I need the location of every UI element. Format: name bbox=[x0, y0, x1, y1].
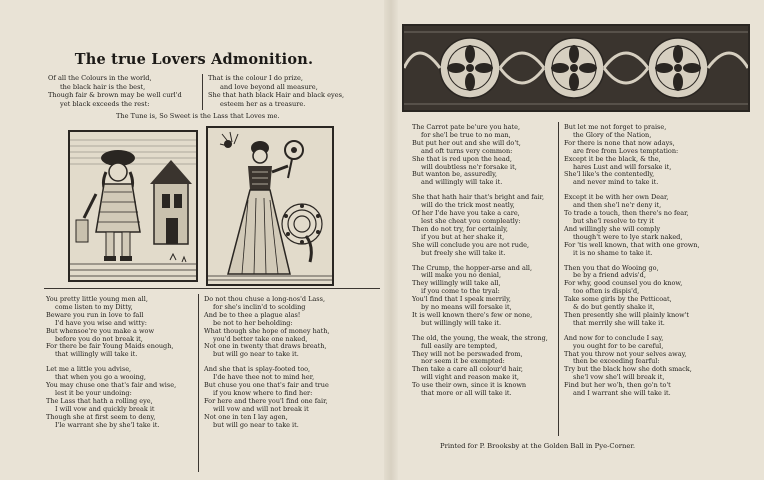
verse-line: The Lass that hath a rolling eye, bbox=[46, 396, 153, 405]
tune-line: The Tune is, So Sweet is the Lass that Loves me. bbox=[116, 112, 280, 120]
intro-line: Though fair & brown may be well curl'd bbox=[48, 91, 182, 100]
verse-line: And be to thee a plague alas! bbox=[204, 310, 301, 319]
verse-line: full easily are tempted, bbox=[421, 341, 498, 350]
verse-line: For 'tis well known, that with one grown, bbox=[564, 240, 700, 249]
stanza bbox=[412, 335, 548, 398]
verse-line: by no means will forsake it, bbox=[421, 303, 512, 312]
verse-line: But chuse you one that's fair and true bbox=[204, 381, 329, 390]
verse-line: Of her I'de have you take a care, bbox=[412, 209, 520, 218]
verse-line: if you but at her shake it, bbox=[421, 232, 505, 241]
verse-line: What though she hope of money hath, bbox=[204, 326, 330, 335]
ornamental-border bbox=[402, 24, 750, 112]
verse-column-2 bbox=[204, 296, 330, 437]
verse-line: you'd better take one naked, bbox=[213, 334, 308, 343]
stanza bbox=[412, 124, 548, 187]
verse-line: before you do not break it, bbox=[55, 334, 143, 343]
verse-line: the Glory of the Nation, bbox=[573, 130, 652, 139]
verse-line: but willingly will take it. bbox=[421, 318, 502, 327]
verse-line: that more or all will take it. bbox=[421, 389, 512, 398]
verse-line: that willingly will take it. bbox=[55, 350, 138, 359]
stanza bbox=[46, 296, 176, 359]
verse-line: come listen to my Ditty, bbox=[55, 302, 133, 311]
verse-line: I'de have thee not to mind her, bbox=[213, 373, 315, 382]
intro-line: and love beyond all measure, bbox=[220, 82, 318, 91]
intro-divider bbox=[202, 74, 203, 110]
stanza bbox=[564, 194, 700, 257]
verse-line: and willingly will take it. bbox=[421, 178, 503, 187]
intro-line: yet black exceeds the rest: bbox=[60, 99, 150, 108]
stanza bbox=[204, 296, 330, 359]
verse-line: that when you go a wooing, bbox=[55, 373, 147, 382]
left-rule bbox=[44, 288, 380, 289]
verse-line: if you come to the tryal: bbox=[421, 287, 500, 296]
verse-line: They willingly will take all, bbox=[412, 279, 501, 288]
page-fold bbox=[384, 0, 398, 480]
verse-line: Not one in twenty that draws breath, bbox=[204, 342, 327, 351]
ballad-title: The true Lovers Admonition. bbox=[74, 51, 314, 68]
verse-line: And willingly she will comply bbox=[564, 224, 661, 233]
verse-line: She'l like's the contentedly, bbox=[564, 170, 655, 179]
stanza bbox=[412, 194, 548, 257]
verse-line: she'l vow she'l will break it, bbox=[573, 373, 665, 382]
verse-line: will vow and will not break it bbox=[213, 404, 309, 413]
verse-line: She that hath hair that's bright and fair, bbox=[412, 193, 545, 202]
verse-column-3 bbox=[412, 124, 548, 405]
verse-line: and I warrant she will take it. bbox=[573, 389, 671, 398]
verse-line: You pretty little young men all, bbox=[46, 295, 148, 303]
verse-line: But put her out and she will do't, bbox=[412, 138, 521, 147]
verse-line: For there be fair Young Maids enough, bbox=[46, 342, 174, 351]
verse-line: But wanton be, assuredly, bbox=[412, 170, 497, 179]
verse-line: for she'l be true to no man, bbox=[421, 130, 511, 139]
verse-line: Then presently she will plainly know't bbox=[564, 310, 690, 319]
verse-line: The old, the young, the weak, the strong, bbox=[412, 333, 548, 342]
intro-line: She that hath black Hair and black eyes, bbox=[208, 91, 345, 100]
verse-line: hares Lust and will forsake it, bbox=[573, 162, 672, 171]
verse-column-1 bbox=[46, 296, 176, 437]
stanza bbox=[564, 124, 700, 187]
verse-line: but will go near to take it. bbox=[213, 350, 299, 359]
woodcut-lady-peacock bbox=[206, 126, 334, 286]
verse-line: if you know where to find her: bbox=[213, 388, 313, 397]
verse-line: I'd have you wise and witty: bbox=[55, 318, 147, 327]
stanza bbox=[564, 265, 700, 328]
verse-line: Then do not try, for certainly, bbox=[412, 224, 508, 233]
verse-line: will vight and reason make it, bbox=[421, 373, 519, 382]
verse-column-4 bbox=[564, 124, 700, 405]
verse-line: I'le warrant she by she'l take it. bbox=[55, 420, 160, 429]
intro-left bbox=[48, 74, 182, 108]
verse-line: Though she at first seem to deny, bbox=[46, 412, 156, 421]
verse-line: Take some girls by the Petticoat, bbox=[564, 295, 672, 304]
verse-line: and never mind to take it. bbox=[573, 178, 659, 187]
verse-line: She will conclude you are not rude, bbox=[412, 240, 530, 249]
verse-line: But whensoe're you make a wow bbox=[46, 326, 155, 335]
ornament-illustration bbox=[404, 26, 748, 110]
verse-line: be by a friend advis'd, bbox=[573, 271, 646, 280]
verse-line: but she'l resolve to try it bbox=[573, 216, 654, 225]
verse-line: but freely she will take it. bbox=[421, 248, 506, 257]
left-page bbox=[8, 6, 380, 474]
verse-line: will do the trick most neatly, bbox=[421, 201, 515, 210]
verse-line: And she that is splay-footed too, bbox=[204, 365, 311, 374]
verse-line: then be exceeding fearful: bbox=[573, 357, 660, 366]
verse-line: it is no shame to take it. bbox=[573, 248, 653, 257]
verse-line: Find but her wo'h, then go'n to't bbox=[564, 381, 671, 390]
right-page bbox=[400, 6, 756, 474]
verse-line: Then take a care all colour'd hair, bbox=[412, 365, 523, 374]
column-divider bbox=[558, 122, 559, 436]
verse-line: And now for to conclude I say, bbox=[564, 333, 664, 342]
stanza bbox=[564, 335, 700, 398]
verse-line: Do not thou chuse a long-nos'd Lass, bbox=[204, 295, 326, 303]
verse-line: They will not be perswaded from, bbox=[412, 349, 523, 358]
verse-line: To use their own, since it is known bbox=[412, 381, 527, 390]
verse-line: The Carrot pate be'ure you hate, bbox=[412, 123, 521, 131]
verse-line: though't were to lye stark naked, bbox=[573, 232, 683, 241]
verse-line: you ought for to be careful, bbox=[573, 341, 664, 350]
verse-line: and oft turns very common: bbox=[421, 146, 513, 155]
verse-line: Beware you run in love to fall bbox=[46, 310, 144, 319]
verse-line: But let me not forget to praise, bbox=[564, 123, 667, 131]
verse-line: Not one in ten I lay agen, bbox=[204, 412, 288, 421]
verse-line: She that is red upon the head, bbox=[412, 154, 512, 163]
verse-line: I will vow and quickly break it bbox=[55, 404, 155, 413]
column-divider bbox=[198, 294, 199, 472]
gentleman-illustration bbox=[70, 132, 196, 280]
verse-line: Then you that do Wooing go, bbox=[564, 263, 659, 272]
intro-line: That is the colour I do prize, bbox=[208, 74, 303, 82]
verse-line: You may chuse one that's fair and wise, bbox=[46, 381, 177, 390]
verse-line: For there is none that now adays, bbox=[564, 138, 675, 147]
verse-line: To trade a touch, then there's no fear, bbox=[564, 209, 689, 218]
verse-line: You'l find that I speak merrily, bbox=[412, 295, 511, 304]
verse-line: and then she'l ne'r deny it, bbox=[573, 201, 662, 210]
stanza bbox=[46, 366, 176, 429]
lady-illustration bbox=[208, 128, 332, 284]
verse-line: but will go near to take it. bbox=[213, 420, 299, 429]
verse-line: for she's inclin'd to scolding bbox=[213, 302, 306, 311]
intro-right bbox=[208, 74, 344, 108]
verse-line: nor seem it be exempted: bbox=[421, 357, 505, 366]
intro-line: esteem her as a treasure. bbox=[220, 99, 306, 108]
verse-line: & do but gently shake it, bbox=[573, 303, 655, 312]
verse-line: Try but the black how she doth smack, bbox=[564, 365, 692, 374]
woodcut-gentleman bbox=[68, 130, 198, 282]
printer-imprint: Printed for P. Brooksby at the Golden Ball in Pye-Corner. bbox=[440, 442, 636, 450]
verse-line: It is well known there's few or none, bbox=[412, 310, 533, 319]
stanza bbox=[412, 265, 548, 328]
stanza bbox=[204, 366, 330, 429]
verse-line: lest it be your undoing: bbox=[55, 388, 132, 397]
verse-line: Except it be the black, & the, bbox=[564, 154, 661, 163]
verse-line: will doubtless ne'r forsake it, bbox=[421, 162, 517, 171]
verse-line: too often is dispis'd, bbox=[573, 287, 640, 296]
verse-line: The Crump, the hopper-arse and all, bbox=[412, 263, 533, 272]
verse-line: For why, good counsel you do know, bbox=[564, 279, 683, 288]
verse-line: Except it be with her own Dear, bbox=[564, 193, 669, 202]
intro-line: Of all the Colours in the world, bbox=[48, 74, 152, 82]
verse-line: that merrily she will take it. bbox=[573, 318, 665, 327]
intro-line: the black hair is the best, bbox=[60, 82, 146, 91]
verse-line: will make you no denial, bbox=[421, 271, 502, 280]
verse-line: Let me a little you advise, bbox=[46, 365, 132, 374]
verse-line: That you throw not your selves away, bbox=[564, 349, 687, 358]
verse-line: be not to her beholding: bbox=[213, 318, 293, 327]
verse-line: lest she cheat you compleatly: bbox=[421, 216, 521, 225]
verse-line: are free from Loves temptation: bbox=[573, 146, 679, 155]
verse-line: For here and there you'l find one fair, bbox=[204, 396, 328, 405]
